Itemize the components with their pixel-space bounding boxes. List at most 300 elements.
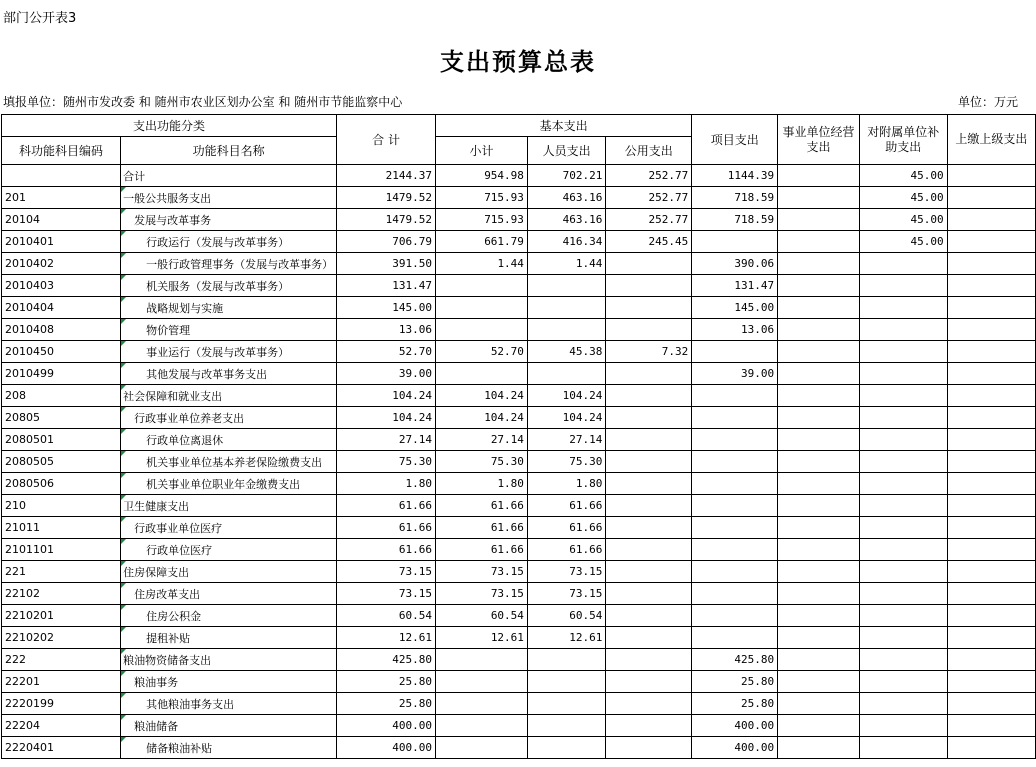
cell-subtotal: 52.70 <box>436 341 528 363</box>
table-row <box>2 495 1036 517</box>
cell-upper <box>947 297 1035 319</box>
cell-upper <box>947 319 1035 341</box>
cell-personnel: 73.15 <box>527 583 605 605</box>
header-personnel: 人员支出 <box>527 137 605 165</box>
cell-name: 粮油储备 <box>121 715 337 737</box>
header-business: 事业单位经营支出 <box>778 115 860 165</box>
cell-code: 210 <box>2 495 121 517</box>
cell-personnel <box>527 649 605 671</box>
header-name: 功能科目名称 <box>121 137 337 165</box>
cell-personnel: 61.66 <box>527 517 605 539</box>
cell-project: 400.00 <box>692 737 778 759</box>
cell-code: 21011 <box>2 517 121 539</box>
cell-public <box>606 297 692 319</box>
cell-upper <box>947 671 1035 693</box>
cell-code: 22102 <box>2 583 121 605</box>
cell-code: 2220401 <box>2 737 121 759</box>
currency-unit: 单位：万元 <box>957 95 1018 109</box>
cell-personnel: 463.16 <box>527 187 605 209</box>
cell-upper <box>947 187 1035 209</box>
cell-personnel <box>527 737 605 759</box>
cell-personnel: 104.24 <box>527 385 605 407</box>
cell-name: 事业运行（发展与改革事务） <box>121 341 337 363</box>
cell-public: 252.77 <box>606 209 692 231</box>
cell-name: 行政事业单位养老支出 <box>121 407 337 429</box>
cell-name: 物价管理 <box>121 319 337 341</box>
cell-personnel <box>527 319 605 341</box>
table-row <box>2 341 1036 363</box>
cell-business <box>778 363 860 385</box>
cell-subtotal <box>436 275 528 297</box>
cell-total: 104.24 <box>337 407 436 429</box>
cell-total: 145.00 <box>337 297 436 319</box>
cell-subsidy <box>859 363 947 385</box>
cell-subsidy <box>859 297 947 319</box>
cell-total: 12.61 <box>337 627 436 649</box>
cell-business <box>778 495 860 517</box>
cell-project <box>692 407 778 429</box>
cell-project <box>692 517 778 539</box>
cell-upper <box>947 693 1035 715</box>
cell-subsidy <box>859 649 947 671</box>
cell-code <box>2 165 121 187</box>
cell-code: 22201 <box>2 671 121 693</box>
cell-public <box>606 495 692 517</box>
cell-code: 2080506 <box>2 473 121 495</box>
cell-subsidy: 45.00 <box>859 187 947 209</box>
cell-public <box>606 649 692 671</box>
cell-personnel: 12.61 <box>527 627 605 649</box>
cell-name: 住房改革支出 <box>121 583 337 605</box>
cell-subtotal: 61.66 <box>436 539 528 561</box>
cell-subsidy <box>859 671 947 693</box>
cell-public <box>606 253 692 275</box>
table-row <box>2 539 1036 561</box>
table-row <box>2 627 1036 649</box>
cell-subsidy <box>859 517 947 539</box>
cell-project: 39.00 <box>692 363 778 385</box>
table-row <box>2 649 1036 671</box>
cell-project <box>692 451 778 473</box>
table-row <box>2 231 1036 253</box>
cell-public <box>606 715 692 737</box>
table-row <box>2 187 1036 209</box>
cell-personnel <box>527 715 605 737</box>
cell-public <box>606 275 692 297</box>
cell-total: 400.00 <box>337 737 436 759</box>
cell-subsidy <box>859 627 947 649</box>
cell-personnel <box>527 671 605 693</box>
cell-public <box>606 605 692 627</box>
cell-upper <box>947 539 1035 561</box>
cell-project <box>692 473 778 495</box>
cell-subtotal: 104.24 <box>436 385 528 407</box>
table-row <box>2 605 1036 627</box>
cell-subsidy <box>859 341 947 363</box>
cell-code: 2010499 <box>2 363 121 385</box>
cell-personnel: 1.44 <box>527 253 605 275</box>
cell-personnel: 73.15 <box>527 561 605 583</box>
cell-personnel: 45.38 <box>527 341 605 363</box>
cell-code: 208 <box>2 385 121 407</box>
cell-subtotal: 60.54 <box>436 605 528 627</box>
table-row <box>2 363 1036 385</box>
cell-personnel: 702.21 <box>527 165 605 187</box>
cell-personnel: 27.14 <box>527 429 605 451</box>
cell-project: 718.59 <box>692 209 778 231</box>
cell-project <box>692 539 778 561</box>
cell-name: 粮油事务 <box>121 671 337 693</box>
cell-total: 131.47 <box>337 275 436 297</box>
table-row <box>2 429 1036 451</box>
cell-subtotal <box>436 671 528 693</box>
cell-project <box>692 583 778 605</box>
cell-public <box>606 627 692 649</box>
cell-upper <box>947 649 1035 671</box>
cell-upper <box>947 385 1035 407</box>
cell-personnel: 60.54 <box>527 605 605 627</box>
table-row <box>2 451 1036 473</box>
cell-personnel: 75.30 <box>527 451 605 473</box>
cell-name: 发展与改革事务 <box>121 209 337 231</box>
cell-business <box>778 737 860 759</box>
header-total: 合 计 <box>337 115 436 165</box>
cell-total: 73.15 <box>337 583 436 605</box>
cell-subtotal: 661.79 <box>436 231 528 253</box>
cell-subsidy <box>859 253 947 275</box>
cell-code: 20805 <box>2 407 121 429</box>
cell-upper <box>947 363 1035 385</box>
cell-personnel: 61.66 <box>527 495 605 517</box>
cell-name: 机关事业单位职业年金缴费支出 <box>121 473 337 495</box>
cell-name: 住房公积金 <box>121 605 337 627</box>
table-row <box>2 715 1036 737</box>
cell-total: 61.66 <box>337 517 436 539</box>
cell-upper <box>947 737 1035 759</box>
cell-code: 2210202 <box>2 627 121 649</box>
cell-public <box>606 363 692 385</box>
cell-name: 战略规划与实施 <box>121 297 337 319</box>
cell-code: 22204 <box>2 715 121 737</box>
cell-total: 706.79 <box>337 231 436 253</box>
table-row <box>2 297 1036 319</box>
cell-subsidy <box>859 275 947 297</box>
cell-upper <box>947 253 1035 275</box>
cell-public <box>606 407 692 429</box>
cell-public <box>606 429 692 451</box>
cell-upper <box>947 407 1035 429</box>
table-row <box>2 407 1036 429</box>
cell-total: 2144.37 <box>337 165 436 187</box>
cell-subsidy <box>859 561 947 583</box>
cell-subsidy <box>859 539 947 561</box>
cell-business <box>778 407 860 429</box>
cell-project <box>692 627 778 649</box>
table-row <box>2 473 1036 495</box>
cell-business <box>778 561 860 583</box>
cell-name: 储备粮油补贴 <box>121 737 337 759</box>
cell-subtotal: 104.24 <box>436 407 528 429</box>
cell-subtotal: 73.15 <box>436 561 528 583</box>
page-title: 支出预算总表 <box>440 47 596 76</box>
table-row <box>2 517 1036 539</box>
table-row <box>2 319 1036 341</box>
cell-subtotal <box>436 363 528 385</box>
cell-business <box>778 385 860 407</box>
cell-upper <box>947 341 1035 363</box>
header-public: 公用支出 <box>606 137 692 165</box>
cell-upper <box>947 209 1035 231</box>
cell-project: 390.06 <box>692 253 778 275</box>
cell-total: 60.54 <box>337 605 436 627</box>
header-upper: 上缴上级支出 <box>947 115 1035 165</box>
cell-subsidy <box>859 385 947 407</box>
cell-name: 一般公共服务支出 <box>121 187 337 209</box>
cell-business <box>778 671 860 693</box>
cell-total: 104.24 <box>337 385 436 407</box>
cell-personnel <box>527 693 605 715</box>
table-row <box>2 561 1036 583</box>
cell-subtotal <box>436 297 528 319</box>
cell-subtotal: 954.98 <box>436 165 528 187</box>
cell-total: 1.80 <box>337 473 436 495</box>
cell-business <box>778 715 860 737</box>
cell-upper <box>947 451 1035 473</box>
cell-upper <box>947 605 1035 627</box>
cell-business <box>778 649 860 671</box>
cell-name: 提租补贴 <box>121 627 337 649</box>
cell-name: 行政单位离退休 <box>121 429 337 451</box>
cell-business <box>778 605 860 627</box>
header-subsidy: 对附属单位补助支出 <box>859 115 947 165</box>
cell-business <box>778 319 860 341</box>
cell-subsidy <box>859 583 947 605</box>
cell-subsidy <box>859 737 947 759</box>
cell-business <box>778 627 860 649</box>
cell-total: 52.70 <box>337 341 436 363</box>
cell-name: 其他发展与改革事务支出 <box>121 363 337 385</box>
header-basic-group: 基本支出 <box>436 115 692 137</box>
cell-business <box>778 583 860 605</box>
cell-subsidy <box>859 693 947 715</box>
cell-name: 其他粮油事务支出 <box>121 693 337 715</box>
header-code: 科功能科目编码 <box>2 137 121 165</box>
cell-personnel <box>527 297 605 319</box>
cell-code: 2080505 <box>2 451 121 473</box>
cell-total: 73.15 <box>337 561 436 583</box>
table-row <box>2 165 1036 187</box>
cell-business <box>778 209 860 231</box>
cell-project: 425.80 <box>692 649 778 671</box>
cell-upper <box>947 429 1035 451</box>
cell-business <box>778 275 860 297</box>
cell-name: 机关服务（发展与改革事务） <box>121 275 337 297</box>
cell-total: 1479.52 <box>337 187 436 209</box>
cell-subtotal <box>436 319 528 341</box>
cell-subsidy <box>859 715 947 737</box>
cell-public <box>606 693 692 715</box>
table-row <box>2 737 1036 759</box>
header-subtotal: 小计 <box>436 137 528 165</box>
cell-total: 425.80 <box>337 649 436 671</box>
cell-total: 400.00 <box>337 715 436 737</box>
cell-subtotal <box>436 715 528 737</box>
cell-name: 社会保障和就业支出 <box>121 385 337 407</box>
cell-subtotal: 61.66 <box>436 517 528 539</box>
table-row <box>2 385 1036 407</box>
cell-business <box>778 253 860 275</box>
cell-project: 131.47 <box>692 275 778 297</box>
table-row <box>2 583 1036 605</box>
cell-code: 2010401 <box>2 231 121 253</box>
cell-project <box>692 341 778 363</box>
cell-public <box>606 319 692 341</box>
cell-subtotal: 27.14 <box>436 429 528 451</box>
cell-personnel <box>527 363 605 385</box>
cell-code: 2010408 <box>2 319 121 341</box>
cell-business <box>778 165 860 187</box>
cell-upper <box>947 165 1035 187</box>
cell-name: 卫生健康支出 <box>121 495 337 517</box>
cell-project: 400.00 <box>692 715 778 737</box>
cell-upper <box>947 561 1035 583</box>
cell-business <box>778 297 860 319</box>
cell-code: 2220199 <box>2 693 121 715</box>
cell-subsidy: 45.00 <box>859 165 947 187</box>
cell-code: 201 <box>2 187 121 209</box>
budget-table <box>1 114 1036 759</box>
cell-public <box>606 539 692 561</box>
table-row <box>2 693 1036 715</box>
cell-business <box>778 231 860 253</box>
cell-upper <box>947 715 1035 737</box>
cell-code: 2010404 <box>2 297 121 319</box>
cell-code: 2010402 <box>2 253 121 275</box>
table-row <box>2 253 1036 275</box>
cell-name: 一般行政管理事务（发展与改革事务） <box>121 253 337 275</box>
cell-subtotal: 715.93 <box>436 209 528 231</box>
cell-personnel: 463.16 <box>527 209 605 231</box>
cell-project <box>692 495 778 517</box>
cell-code: 222 <box>2 649 121 671</box>
cell-name: 机关事业单位基本养老保险缴费支出 <box>121 451 337 473</box>
cell-upper <box>947 275 1035 297</box>
cell-public: 252.77 <box>606 165 692 187</box>
cell-subsidy <box>859 473 947 495</box>
cell-personnel: 104.24 <box>527 407 605 429</box>
cell-total: 1479.52 <box>337 209 436 231</box>
cell-public <box>606 583 692 605</box>
cell-project: 718.59 <box>692 187 778 209</box>
cell-subtotal: 1.44 <box>436 253 528 275</box>
cell-subtotal <box>436 649 528 671</box>
cell-project <box>692 605 778 627</box>
cell-subsidy <box>859 605 947 627</box>
cell-name: 行政事业单位医疗 <box>121 517 337 539</box>
cell-subsidy <box>859 495 947 517</box>
cell-total: 61.66 <box>337 539 436 561</box>
cell-subtotal: 1.80 <box>436 473 528 495</box>
cell-name: 行政运行（发展与改革事务） <box>121 231 337 253</box>
cell-name: 行政单位医疗 <box>121 539 337 561</box>
cell-public: 245.45 <box>606 231 692 253</box>
header-project: 项目支出 <box>692 115 778 165</box>
cell-business <box>778 517 860 539</box>
cell-subtotal: 61.66 <box>436 495 528 517</box>
cell-business <box>778 187 860 209</box>
cell-upper <box>947 627 1035 649</box>
cell-name: 粮油物资储备支出 <box>121 649 337 671</box>
cell-business <box>778 539 860 561</box>
cell-personnel: 1.80 <box>527 473 605 495</box>
cell-total: 13.06 <box>337 319 436 341</box>
cell-business <box>778 429 860 451</box>
cell-public <box>606 561 692 583</box>
cell-subtotal: 715.93 <box>436 187 528 209</box>
cell-project <box>692 385 778 407</box>
cell-code: 2010450 <box>2 341 121 363</box>
cell-business <box>778 693 860 715</box>
cell-public: 252.77 <box>606 187 692 209</box>
reporting-unit: 填报单位：随州市发改委 和 随州市农业区划办公室 和 随州市节能监察中心 <box>3 95 403 109</box>
cell-upper <box>947 231 1035 253</box>
cell-project: 13.06 <box>692 319 778 341</box>
cell-subtotal <box>436 737 528 759</box>
cell-project: 145.00 <box>692 297 778 319</box>
cell-personnel: 416.34 <box>527 231 605 253</box>
cell-project: 25.80 <box>692 671 778 693</box>
cell-upper <box>947 517 1035 539</box>
cell-upper <box>947 495 1035 517</box>
cell-subsidy <box>859 451 947 473</box>
cell-project <box>692 231 778 253</box>
sheet-label: 部门公开表3 <box>3 11 77 26</box>
cell-upper <box>947 583 1035 605</box>
cell-upper <box>947 473 1035 495</box>
cell-public <box>606 385 692 407</box>
cell-subtotal: 75.30 <box>436 451 528 473</box>
cell-subsidy <box>859 407 947 429</box>
cell-subsidy: 45.00 <box>859 231 947 253</box>
cell-public <box>606 451 692 473</box>
cell-total: 27.14 <box>337 429 436 451</box>
cell-total: 25.80 <box>337 693 436 715</box>
cell-project <box>692 429 778 451</box>
cell-total: 39.00 <box>337 363 436 385</box>
cell-code: 2101101 <box>2 539 121 561</box>
cell-total: 25.80 <box>337 671 436 693</box>
table-row <box>2 209 1036 231</box>
cell-business <box>778 341 860 363</box>
cell-subtotal: 73.15 <box>436 583 528 605</box>
cell-code: 2210201 <box>2 605 121 627</box>
cell-project: 25.80 <box>692 693 778 715</box>
cell-public <box>606 473 692 495</box>
cell-public <box>606 737 692 759</box>
cell-total: 75.30 <box>337 451 436 473</box>
cell-subsidy <box>859 429 947 451</box>
cell-code: 20104 <box>2 209 121 231</box>
cell-business <box>778 473 860 495</box>
cell-name: 住房保障支出 <box>121 561 337 583</box>
cell-subsidy: 45.00 <box>859 209 947 231</box>
cell-code: 2080501 <box>2 429 121 451</box>
cell-public <box>606 517 692 539</box>
cell-personnel <box>527 275 605 297</box>
cell-total: 61.66 <box>337 495 436 517</box>
header-category-group: 支出功能分类 <box>2 115 337 137</box>
cell-public <box>606 671 692 693</box>
